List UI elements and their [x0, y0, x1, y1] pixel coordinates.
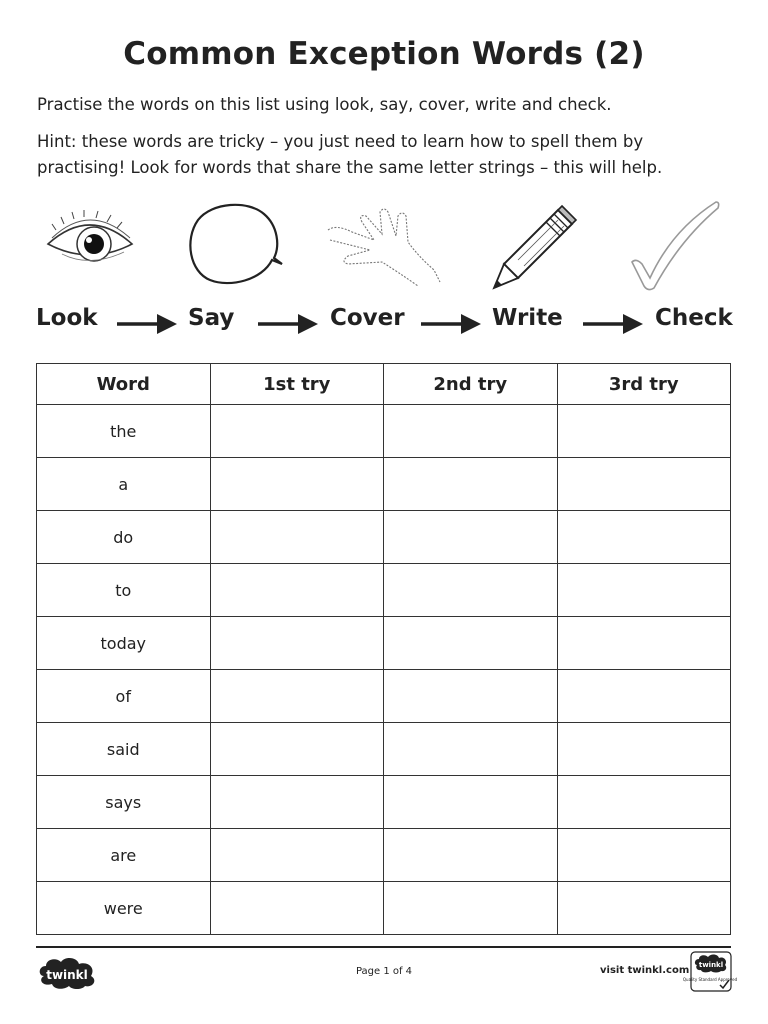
table-row [37, 511, 731, 564]
try-3-cell[interactable] [557, 829, 731, 882]
try-1-cell[interactable] [210, 776, 384, 829]
try-2-cell[interactable] [384, 882, 558, 935]
word-cell: the [37, 405, 211, 458]
try-3-cell[interactable] [557, 511, 731, 564]
try-1-cell[interactable] [210, 564, 384, 617]
try-3-cell[interactable] [557, 405, 731, 458]
table-row [37, 670, 731, 723]
table-row [37, 829, 731, 882]
try-3-cell[interactable] [557, 882, 731, 935]
try-3-cell[interactable] [557, 776, 731, 829]
try-1-cell[interactable] [210, 882, 384, 935]
header-word: Word [37, 364, 211, 405]
try-1-cell[interactable] [210, 670, 384, 723]
header-2nd-try: 2nd try [384, 364, 558, 405]
step-say-label: Say [188, 305, 235, 331]
try-1-cell[interactable] [210, 829, 384, 882]
try-2-cell[interactable] [384, 617, 558, 670]
hint-line-2: practising! Look for words that share the same letter strings – this will help. [37, 158, 663, 177]
table-row [37, 617, 731, 670]
try-1-cell[interactable] [210, 405, 384, 458]
try-3-cell[interactable] [557, 670, 731, 723]
quality-standard-badge [682, 951, 738, 993]
table-row [37, 882, 731, 935]
try-3-cell[interactable] [557, 617, 731, 670]
try-2-cell[interactable] [384, 723, 558, 776]
table-row [37, 723, 731, 776]
spelling-table [36, 363, 731, 935]
try-2-cell[interactable] [384, 776, 558, 829]
try-2-cell[interactable] [384, 564, 558, 617]
visit-link[interactable]: visit twinkl.com [600, 965, 690, 976]
word-cell: of [37, 670, 211, 723]
step-write-label: Write [492, 305, 563, 331]
table-row [37, 458, 731, 511]
arrow-right-icon [258, 312, 320, 336]
try-2-cell[interactable] [384, 405, 558, 458]
header-1st-try: 1st try [210, 364, 384, 405]
try-1-cell[interactable] [210, 458, 384, 511]
try-2-cell[interactable] [384, 670, 558, 723]
header-3rd-try: 3rd try [557, 364, 731, 405]
tick-icon [624, 200, 724, 292]
try-3-cell[interactable] [557, 723, 731, 776]
try-3-cell[interactable] [557, 564, 731, 617]
twinkl-logo-text: twinkl [46, 968, 88, 982]
table-row [37, 564, 731, 617]
step-check-label: Check [655, 305, 733, 331]
eye-icon [44, 200, 136, 280]
page-title: Common Exception Words (2) [123, 36, 645, 72]
word-cell: said [37, 723, 211, 776]
table-header-row [37, 364, 731, 405]
word-cell: to [37, 564, 211, 617]
word-cell: says [37, 776, 211, 829]
hint-line-1: Hint: these words are tricky – you just need to learn how to spell them by [37, 132, 644, 151]
arrow-right-icon [117, 312, 179, 336]
word-cell: were [37, 882, 211, 935]
step-cover-label: Cover [330, 305, 405, 331]
try-3-cell[interactable] [557, 458, 731, 511]
try-2-cell[interactable] [384, 458, 558, 511]
badge-caption: Quality Standard Approved [682, 977, 738, 982]
footer-divider [36, 946, 731, 948]
table-row [37, 776, 731, 829]
word-cell: are [37, 829, 211, 882]
table-row [37, 405, 731, 458]
badge-logo-text: twinkl [698, 961, 724, 969]
try-1-cell[interactable] [210, 511, 384, 564]
word-cell: a [37, 458, 211, 511]
hand-icon [322, 200, 444, 294]
try-1-cell[interactable] [210, 617, 384, 670]
step-look-label: Look [36, 305, 98, 331]
try-1-cell[interactable] [210, 723, 384, 776]
arrow-right-icon [583, 312, 645, 336]
hint-text [37, 129, 737, 181]
intro-text: Practise the words on this list using look, say, cover, write and check. [37, 95, 612, 114]
speech-bubble-icon [186, 200, 286, 290]
arrow-right-icon [421, 312, 483, 336]
pencil-icon [488, 200, 580, 292]
try-2-cell[interactable] [384, 829, 558, 882]
word-cell: today [37, 617, 211, 670]
try-2-cell[interactable] [384, 511, 558, 564]
word-cell: do [37, 511, 211, 564]
page-number: Page 1 of 4 [355, 966, 413, 977]
